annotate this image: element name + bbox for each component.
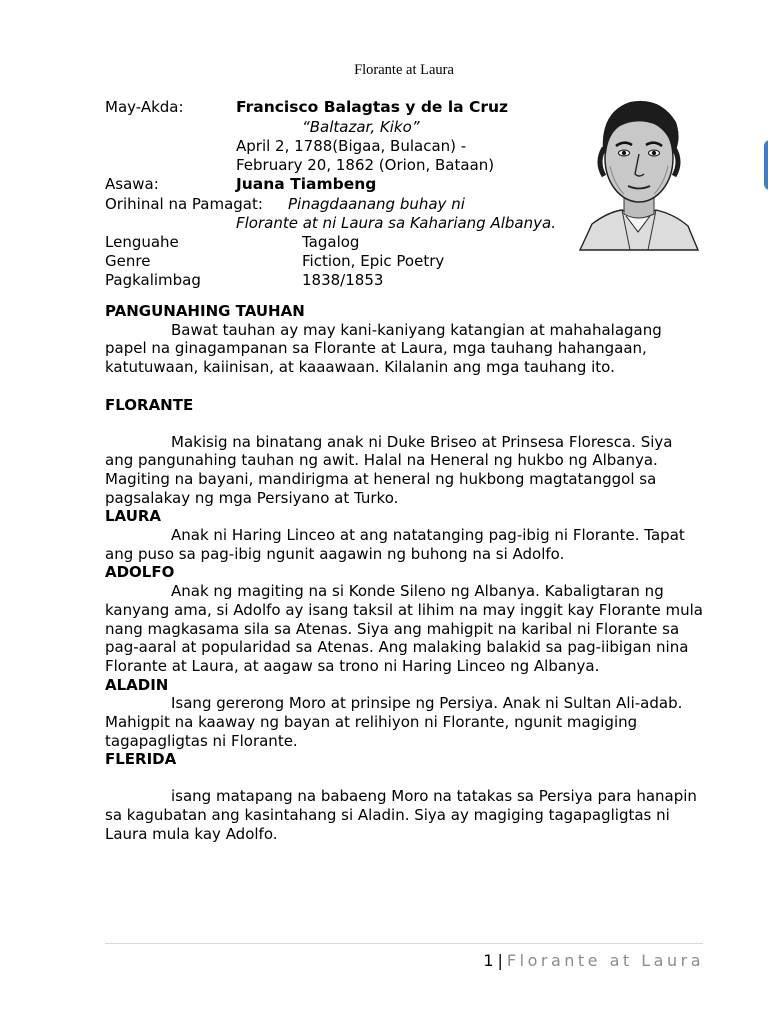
original-title-line-1: Pinagdaanang buhay ni xyxy=(288,195,465,213)
author-label: May-Akda: xyxy=(105,98,184,116)
death-info: February 20, 1862 (Orion, Bataan) xyxy=(236,156,495,174)
spacer xyxy=(105,769,705,787)
original-title-line-2: Florante at ni Laura sa Kahariang Albanya. xyxy=(236,214,556,232)
genre-value: Fiction, Epic Poetry xyxy=(302,252,445,270)
published-row xyxy=(105,271,575,290)
birth-info: April 2, 1788(Bigaa, Bulacan) - xyxy=(236,137,467,155)
intro-paragraph: Bawat tauhan ay may kani-kaniyang katangian at mahahalagang papel na ginagampanan sa Florante at Laura, mga tauhang hahangaan, katutuwaan, kaiinisan, at kaaawaan. Kilalanin ang mga tauhang ito. xyxy=(105,320,662,377)
spacer xyxy=(105,377,705,396)
character-text-adolfo: Anak ng magiting na si Konde Sileno ng Albanya. Kabaligtaran ng kanyang ama, si Adolfo ay isang taksil at lihim na may inggit kay Florante mula nang magkasama sila sa Atenas. Siya ang mahigpit na karibal ni Florante sa pag-aaral at popularidad sa Atenas. Ang malaking balakid sa pag-iibigan nina Florante at Laura, at aagaw sa trono ni Haring Linceo ng Albanya. xyxy=(105,582,703,675)
original-title-row xyxy=(105,195,575,214)
section-heading-main-characters: PANGUNAHING TAUHAN xyxy=(105,302,305,320)
author-row xyxy=(105,98,575,118)
document-body xyxy=(105,302,705,843)
published-value: 1838/1853 xyxy=(302,271,384,289)
birth-row xyxy=(105,137,575,156)
character-heading-aladin: ALADIN xyxy=(105,675,169,694)
author-name: Francisco Balagtas y de la Cruz xyxy=(236,98,509,116)
spouse-row xyxy=(105,175,575,195)
author-alias-row xyxy=(105,118,575,137)
spacer xyxy=(105,415,705,433)
page-footer xyxy=(483,951,704,970)
footer-divider xyxy=(105,943,703,944)
footer-title: Florante at Laura xyxy=(506,951,704,970)
spouse-label: Asawa: xyxy=(105,175,159,193)
character-heading-laura: LAURA xyxy=(105,507,162,526)
character-text-florante: Makisig na binatang anak ni Duke Briseo at Prinsesa Floresca. Siya ang pangunahing tauhan ng awit. Halal na Heneral ng hukbo ng Albanya. Magiting na bayani, mandirigma at heneral ng hukbong magtatanggol sa pagsalakay ng mga Persiyano at Turko. xyxy=(105,432,673,507)
character-text-flerida: isang matapang na babaeng Moro na tatakas sa Persiya para hanapin sa kagubatan ang kasintahang si Aladin. Siya ay magiging tagapagligtas ni Laura mula kay Adolfo. xyxy=(105,787,697,843)
language-label: Lenguahe xyxy=(105,233,179,251)
character-heading-florante: FLORANTE xyxy=(105,395,194,414)
language-value: Tagalog xyxy=(302,233,360,251)
character-text-aladin: Isang gererong Moro at prinsipe ng Persiya. Anak ni Sultan Ali-adab. Mahigpit na kaaway ng bayan at relihiyon ni Florante, ngunit magiging tagapagligtas ni Florante. xyxy=(105,694,683,750)
genre-row xyxy=(105,252,575,271)
page-number: 1 xyxy=(483,951,494,970)
genre-label: Genre xyxy=(105,252,151,270)
page-title: Florante at Laura xyxy=(354,62,454,78)
footer-separator: | xyxy=(497,951,503,970)
original-title-label: Orihinal na Pamagat: xyxy=(105,195,263,213)
original-title-row-2 xyxy=(105,214,575,233)
author-alias: “Baltazar, Kiko” xyxy=(302,118,420,136)
language-row xyxy=(105,233,575,252)
character-heading-adolfo: ADOLFO xyxy=(105,563,175,582)
author-portrait-image xyxy=(578,92,700,252)
page-edge-tab xyxy=(764,140,768,190)
character-text-laura: Anak ni Haring Linceo at ang natatanging pag-ibig ni Florante. Tapat ang puso sa pag-ibig ngunit aagawin ng buhong na si Adolfo. xyxy=(105,526,685,563)
published-label: Pagkalimbag xyxy=(105,271,201,289)
death-row xyxy=(105,156,575,175)
character-heading-flerida: FLERIDA xyxy=(105,750,177,769)
book-info-table xyxy=(105,98,575,290)
spouse-name: Juana Tiambeng xyxy=(236,175,377,193)
